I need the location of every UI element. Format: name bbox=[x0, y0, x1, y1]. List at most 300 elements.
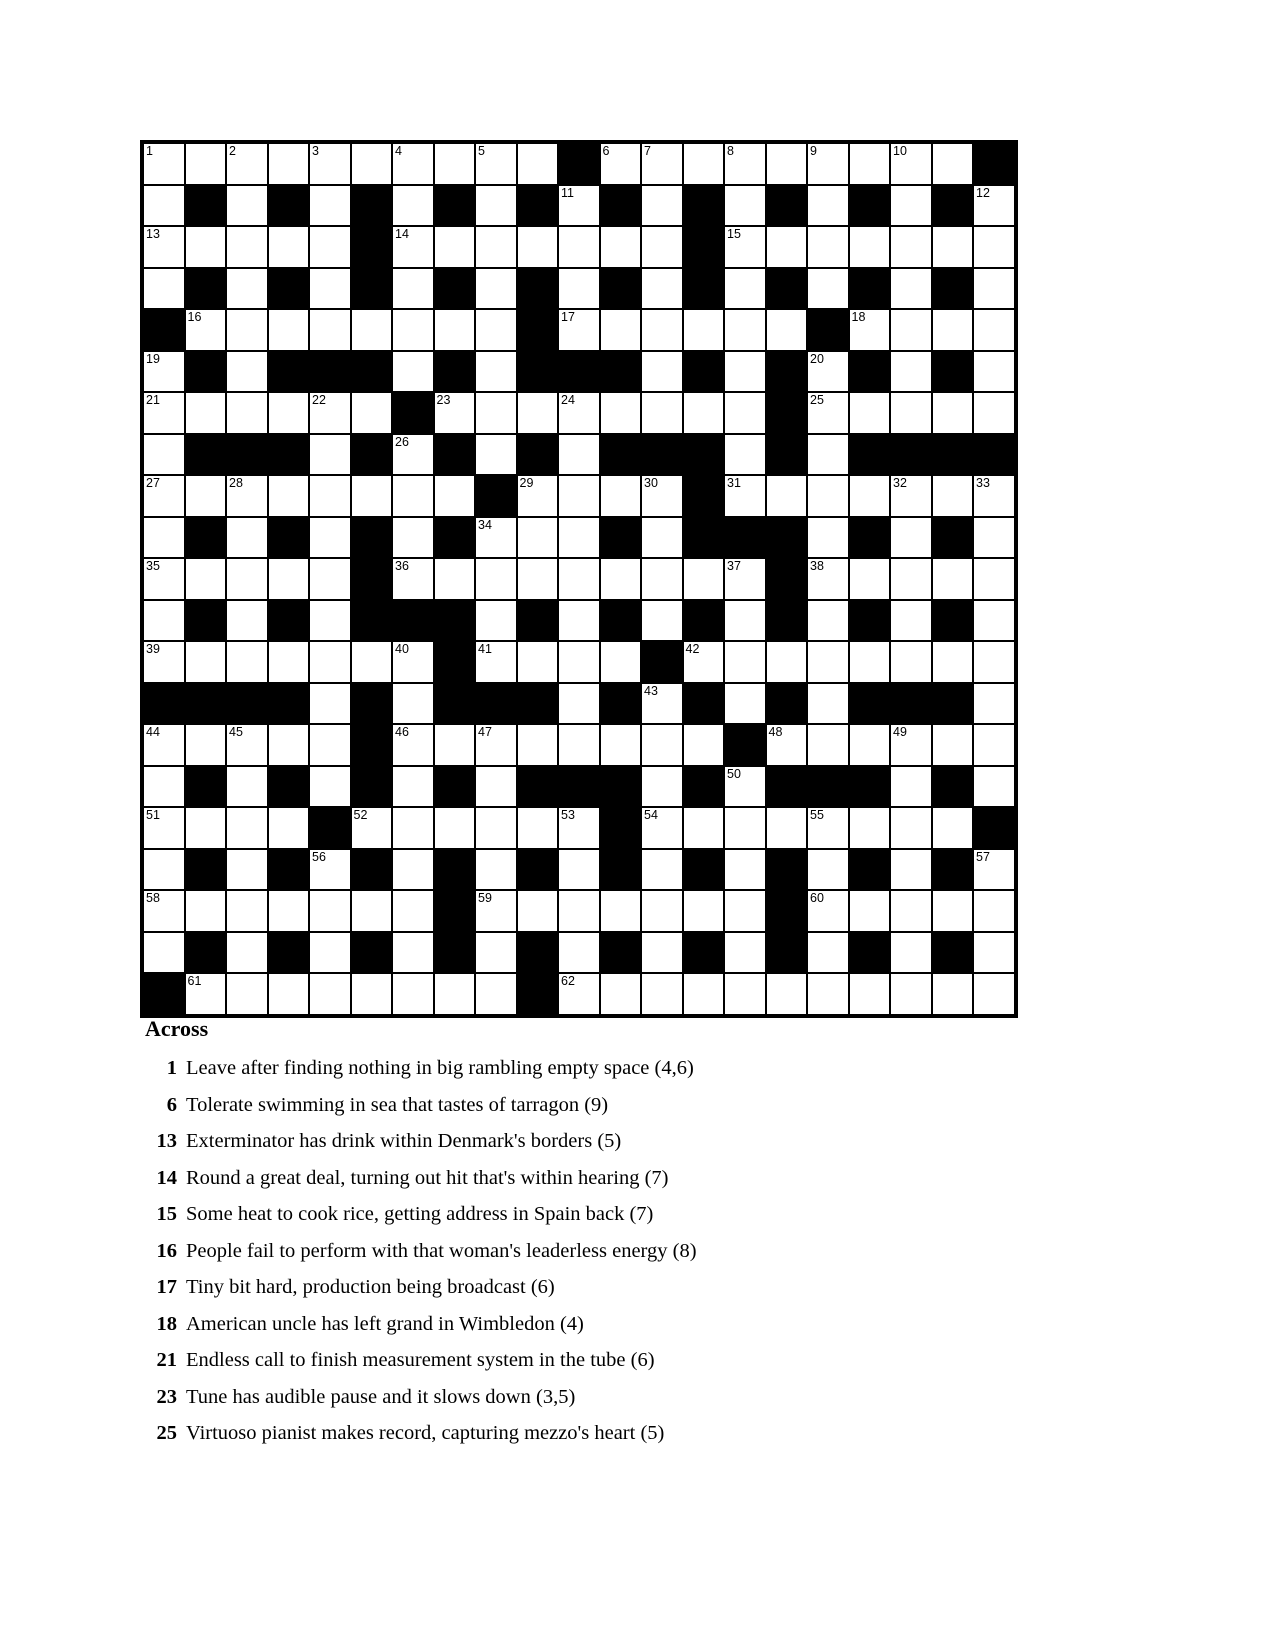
grid-cell[interactable] bbox=[518, 559, 558, 599]
grid-cell[interactable] bbox=[808, 684, 848, 724]
grid-cell[interactable] bbox=[642, 310, 682, 350]
grid-cell[interactable] bbox=[684, 559, 724, 599]
grid-cell[interactable] bbox=[559, 269, 599, 309]
grid-cell[interactable] bbox=[684, 891, 724, 931]
grid-cell[interactable] bbox=[310, 642, 350, 682]
grid-cell[interactable] bbox=[476, 850, 516, 890]
grid-cell[interactable] bbox=[974, 642, 1014, 682]
grid-cell[interactable] bbox=[933, 725, 973, 765]
grid-cell[interactable] bbox=[476, 186, 516, 226]
grid-cell[interactable] bbox=[393, 269, 433, 309]
grid-cell[interactable] bbox=[393, 725, 433, 765]
grid-cell[interactable] bbox=[684, 808, 724, 848]
grid-cell[interactable] bbox=[186, 808, 226, 848]
grid-cell[interactable] bbox=[476, 725, 516, 765]
grid-cell[interactable] bbox=[559, 559, 599, 599]
grid-cell[interactable] bbox=[933, 642, 973, 682]
grid-cell[interactable] bbox=[808, 974, 848, 1014]
grid-cell[interactable] bbox=[227, 186, 267, 226]
grid-cell[interactable] bbox=[684, 144, 724, 184]
grid-cell[interactable] bbox=[767, 310, 807, 350]
grid-cell[interactable] bbox=[974, 850, 1014, 890]
grid-cell[interactable] bbox=[393, 435, 433, 475]
grid-cell[interactable] bbox=[310, 227, 350, 267]
grid-cell[interactable] bbox=[269, 393, 309, 433]
grid-cell[interactable] bbox=[476, 808, 516, 848]
grid-cell[interactable] bbox=[186, 725, 226, 765]
grid-cell[interactable] bbox=[974, 684, 1014, 724]
grid-cell[interactable] bbox=[642, 601, 682, 641]
grid-cell[interactable] bbox=[642, 808, 682, 848]
grid-cell[interactable] bbox=[808, 850, 848, 890]
grid-cell[interactable] bbox=[850, 891, 890, 931]
grid-cell[interactable] bbox=[642, 476, 682, 516]
grid-cell[interactable] bbox=[393, 974, 433, 1014]
grid-cell[interactable] bbox=[725, 891, 765, 931]
grid-cell[interactable] bbox=[435, 725, 475, 765]
grid-cell[interactable] bbox=[144, 435, 184, 475]
grid-cell[interactable] bbox=[144, 352, 184, 392]
grid-cell[interactable] bbox=[144, 227, 184, 267]
grid-cell[interactable] bbox=[559, 933, 599, 973]
grid-cell[interactable] bbox=[559, 435, 599, 475]
grid-cell[interactable] bbox=[559, 393, 599, 433]
grid-cell[interactable] bbox=[476, 642, 516, 682]
grid-cell[interactable] bbox=[393, 310, 433, 350]
grid-cell[interactable] bbox=[310, 186, 350, 226]
grid-cell[interactable] bbox=[891, 310, 931, 350]
grid-cell[interactable] bbox=[808, 144, 848, 184]
grid-cell[interactable] bbox=[393, 186, 433, 226]
grid-cell[interactable] bbox=[642, 933, 682, 973]
grid-cell[interactable] bbox=[767, 974, 807, 1014]
grid-cell[interactable] bbox=[144, 393, 184, 433]
grid-cell[interactable] bbox=[435, 808, 475, 848]
grid-cell[interactable] bbox=[684, 310, 724, 350]
grid-cell[interactable] bbox=[393, 850, 433, 890]
grid-cell[interactable] bbox=[310, 393, 350, 433]
grid-cell[interactable] bbox=[476, 933, 516, 973]
grid-cell[interactable] bbox=[352, 808, 392, 848]
grid-cell[interactable] bbox=[227, 642, 267, 682]
grid-cell[interactable] bbox=[393, 684, 433, 724]
grid-cell[interactable] bbox=[808, 518, 848, 558]
grid-cell[interactable] bbox=[601, 559, 641, 599]
grid-cell[interactable] bbox=[642, 725, 682, 765]
grid-cell[interactable] bbox=[808, 393, 848, 433]
grid-cell[interactable] bbox=[559, 891, 599, 931]
grid-cell[interactable] bbox=[310, 684, 350, 724]
grid-cell[interactable] bbox=[393, 352, 433, 392]
grid-cell[interactable] bbox=[310, 891, 350, 931]
grid-cell[interactable] bbox=[352, 144, 392, 184]
grid-cell[interactable] bbox=[518, 518, 558, 558]
grid-cell[interactable] bbox=[850, 974, 890, 1014]
grid-cell[interactable] bbox=[601, 476, 641, 516]
grid-cell[interactable] bbox=[725, 974, 765, 1014]
grid-cell[interactable] bbox=[974, 476, 1014, 516]
grid-cell[interactable] bbox=[186, 642, 226, 682]
grid-cell[interactable] bbox=[144, 808, 184, 848]
grid-cell[interactable] bbox=[186, 144, 226, 184]
grid-cell[interactable] bbox=[476, 352, 516, 392]
grid-cell[interactable] bbox=[393, 518, 433, 558]
grid-cell[interactable] bbox=[559, 601, 599, 641]
grid-cell[interactable] bbox=[310, 476, 350, 516]
grid-cell[interactable] bbox=[310, 435, 350, 475]
grid-cell[interactable] bbox=[144, 767, 184, 807]
grid-cell[interactable] bbox=[352, 891, 392, 931]
grid-cell[interactable] bbox=[891, 725, 931, 765]
grid-cell[interactable] bbox=[891, 559, 931, 599]
grid-cell[interactable] bbox=[601, 642, 641, 682]
grid-cell[interactable] bbox=[518, 476, 558, 516]
grid-cell[interactable] bbox=[559, 684, 599, 724]
grid-cell[interactable] bbox=[310, 725, 350, 765]
grid-cell[interactable] bbox=[227, 767, 267, 807]
grid-cell[interactable] bbox=[144, 725, 184, 765]
grid-cell[interactable] bbox=[808, 476, 848, 516]
grid-cell[interactable] bbox=[891, 227, 931, 267]
grid-cell[interactable] bbox=[891, 767, 931, 807]
grid-cell[interactable] bbox=[850, 393, 890, 433]
grid-cell[interactable] bbox=[227, 476, 267, 516]
grid-cell[interactable] bbox=[891, 144, 931, 184]
grid-cell[interactable] bbox=[435, 393, 475, 433]
grid-cell[interactable] bbox=[725, 144, 765, 184]
grid-cell[interactable] bbox=[518, 891, 558, 931]
grid-cell[interactable] bbox=[435, 476, 475, 516]
grid-cell[interactable] bbox=[850, 227, 890, 267]
grid-cell[interactable] bbox=[352, 642, 392, 682]
grid-cell[interactable] bbox=[476, 974, 516, 1014]
grid-cell[interactable] bbox=[393, 933, 433, 973]
grid-cell[interactable] bbox=[352, 974, 392, 1014]
grid-cell[interactable] bbox=[186, 974, 226, 1014]
grid-cell[interactable] bbox=[974, 227, 1014, 267]
grid-cell[interactable] bbox=[808, 933, 848, 973]
grid-cell[interactable] bbox=[186, 891, 226, 931]
grid-cell[interactable] bbox=[393, 227, 433, 267]
grid-cell[interactable] bbox=[974, 352, 1014, 392]
grid-cell[interactable] bbox=[725, 808, 765, 848]
grid-cell[interactable] bbox=[310, 933, 350, 973]
grid-cell[interactable] bbox=[725, 186, 765, 226]
grid-cell[interactable] bbox=[227, 933, 267, 973]
grid-cell[interactable] bbox=[144, 518, 184, 558]
grid-cell[interactable] bbox=[435, 974, 475, 1014]
grid-cell[interactable] bbox=[725, 476, 765, 516]
grid-cell[interactable] bbox=[559, 974, 599, 1014]
grid-cell[interactable] bbox=[227, 974, 267, 1014]
grid-cell[interactable] bbox=[725, 227, 765, 267]
grid-cell[interactable] bbox=[227, 518, 267, 558]
grid-cell[interactable] bbox=[974, 518, 1014, 558]
grid-cell[interactable] bbox=[684, 974, 724, 1014]
grid-cell[interactable] bbox=[808, 352, 848, 392]
grid-cell[interactable] bbox=[642, 518, 682, 558]
grid-cell[interactable] bbox=[144, 476, 184, 516]
grid-cell[interactable] bbox=[684, 725, 724, 765]
grid-cell[interactable] bbox=[933, 559, 973, 599]
grid-cell[interactable] bbox=[476, 435, 516, 475]
grid-cell[interactable] bbox=[269, 642, 309, 682]
grid-cell[interactable] bbox=[393, 476, 433, 516]
grid-cell[interactable] bbox=[186, 476, 226, 516]
grid-cell[interactable] bbox=[642, 352, 682, 392]
grid-cell[interactable] bbox=[310, 974, 350, 1014]
grid-cell[interactable] bbox=[933, 310, 973, 350]
grid-cell[interactable] bbox=[227, 808, 267, 848]
grid-cell[interactable] bbox=[767, 642, 807, 682]
grid-cell[interactable] bbox=[144, 642, 184, 682]
grid-cell[interactable] bbox=[310, 144, 350, 184]
grid-cell[interactable] bbox=[850, 808, 890, 848]
grid-cell[interactable] bbox=[642, 684, 682, 724]
grid-cell[interactable] bbox=[933, 891, 973, 931]
grid-cell[interactable] bbox=[227, 891, 267, 931]
grid-cell[interactable] bbox=[974, 269, 1014, 309]
grid-cell[interactable] bbox=[269, 476, 309, 516]
grid-cell[interactable] bbox=[891, 642, 931, 682]
grid-cell[interactable] bbox=[601, 144, 641, 184]
grid-cell[interactable] bbox=[642, 767, 682, 807]
grid-cell[interactable] bbox=[227, 144, 267, 184]
grid-cell[interactable] bbox=[144, 891, 184, 931]
grid-cell[interactable] bbox=[891, 393, 931, 433]
grid-cell[interactable] bbox=[476, 144, 516, 184]
grid-cell[interactable] bbox=[891, 933, 931, 973]
grid-cell[interactable] bbox=[144, 144, 184, 184]
grid-cell[interactable] bbox=[891, 352, 931, 392]
grid-cell[interactable] bbox=[227, 227, 267, 267]
grid-cell[interactable] bbox=[642, 850, 682, 890]
grid-cell[interactable] bbox=[601, 393, 641, 433]
grid-cell[interactable] bbox=[933, 227, 973, 267]
grid-cell[interactable] bbox=[974, 725, 1014, 765]
grid-cell[interactable] bbox=[227, 352, 267, 392]
grid-cell[interactable] bbox=[435, 227, 475, 267]
grid-cell[interactable] bbox=[144, 269, 184, 309]
grid-cell[interactable] bbox=[808, 186, 848, 226]
grid-cell[interactable] bbox=[186, 310, 226, 350]
grid-cell[interactable] bbox=[767, 227, 807, 267]
grid-cell[interactable] bbox=[725, 642, 765, 682]
grid-cell[interactable] bbox=[144, 559, 184, 599]
grid-cell[interactable] bbox=[850, 310, 890, 350]
grid-cell[interactable] bbox=[269, 310, 309, 350]
grid-cell[interactable] bbox=[559, 642, 599, 682]
grid-cell[interactable] bbox=[601, 310, 641, 350]
grid-cell[interactable] bbox=[767, 476, 807, 516]
grid-cell[interactable] bbox=[767, 725, 807, 765]
grid-cell[interactable] bbox=[933, 393, 973, 433]
grid-cell[interactable] bbox=[725, 435, 765, 475]
grid-cell[interactable] bbox=[310, 310, 350, 350]
grid-cell[interactable] bbox=[933, 144, 973, 184]
grid-cell[interactable] bbox=[352, 476, 392, 516]
grid-cell[interactable] bbox=[974, 393, 1014, 433]
grid-cell[interactable] bbox=[518, 808, 558, 848]
grid-cell[interactable] bbox=[559, 808, 599, 848]
grid-cell[interactable] bbox=[518, 725, 558, 765]
grid-cell[interactable] bbox=[186, 227, 226, 267]
grid-cell[interactable] bbox=[891, 186, 931, 226]
grid-cell[interactable] bbox=[559, 310, 599, 350]
grid-cell[interactable] bbox=[725, 933, 765, 973]
grid-cell[interactable] bbox=[808, 269, 848, 309]
grid-cell[interactable] bbox=[725, 601, 765, 641]
grid-cell[interactable] bbox=[393, 642, 433, 682]
grid-cell[interactable] bbox=[891, 601, 931, 641]
grid-cell[interactable] bbox=[476, 269, 516, 309]
grid-cell[interactable] bbox=[559, 227, 599, 267]
grid-cell[interactable] bbox=[891, 518, 931, 558]
grid-cell[interactable] bbox=[186, 559, 226, 599]
grid-cell[interactable] bbox=[476, 393, 516, 433]
grid-cell[interactable] bbox=[518, 642, 558, 682]
grid-cell[interactable] bbox=[767, 144, 807, 184]
grid-cell[interactable] bbox=[393, 767, 433, 807]
grid-cell[interactable] bbox=[725, 767, 765, 807]
grid-cell[interactable] bbox=[642, 559, 682, 599]
grid-cell[interactable] bbox=[601, 725, 641, 765]
grid-cell[interactable] bbox=[144, 601, 184, 641]
grid-cell[interactable] bbox=[642, 393, 682, 433]
grid-cell[interactable] bbox=[891, 850, 931, 890]
grid-cell[interactable] bbox=[435, 559, 475, 599]
grid-cell[interactable] bbox=[518, 227, 558, 267]
grid-cell[interactable] bbox=[227, 310, 267, 350]
grid-cell[interactable] bbox=[476, 601, 516, 641]
grid-cell[interactable] bbox=[144, 850, 184, 890]
grid-cell[interactable] bbox=[559, 725, 599, 765]
grid-cell[interactable] bbox=[269, 227, 309, 267]
grid-cell[interactable] bbox=[850, 725, 890, 765]
grid-cell[interactable] bbox=[767, 808, 807, 848]
grid-cell[interactable] bbox=[518, 393, 558, 433]
grid-cell[interactable] bbox=[642, 269, 682, 309]
grid-cell[interactable] bbox=[269, 891, 309, 931]
grid-cell[interactable] bbox=[933, 974, 973, 1014]
grid-cell[interactable] bbox=[808, 559, 848, 599]
grid-cell[interactable] bbox=[891, 974, 931, 1014]
grid-cell[interactable] bbox=[684, 393, 724, 433]
grid-cell[interactable] bbox=[476, 891, 516, 931]
grid-cell[interactable] bbox=[518, 144, 558, 184]
grid-cell[interactable] bbox=[974, 559, 1014, 599]
grid-cell[interactable] bbox=[642, 186, 682, 226]
grid-cell[interactable] bbox=[227, 393, 267, 433]
grid-cell[interactable] bbox=[144, 186, 184, 226]
grid-cell[interactable] bbox=[642, 891, 682, 931]
grid-cell[interactable] bbox=[808, 227, 848, 267]
grid-cell[interactable] bbox=[850, 476, 890, 516]
grid-cell[interactable] bbox=[601, 891, 641, 931]
grid-cell[interactable] bbox=[642, 974, 682, 1014]
grid-cell[interactable] bbox=[725, 559, 765, 599]
grid-cell[interactable] bbox=[601, 227, 641, 267]
grid-cell[interactable] bbox=[393, 808, 433, 848]
grid-cell[interactable] bbox=[310, 850, 350, 890]
grid-cell[interactable] bbox=[974, 601, 1014, 641]
grid-cell[interactable] bbox=[310, 767, 350, 807]
grid-cell[interactable] bbox=[974, 767, 1014, 807]
grid-cell[interactable] bbox=[476, 518, 516, 558]
grid-cell[interactable] bbox=[227, 850, 267, 890]
grid-cell[interactable] bbox=[559, 850, 599, 890]
grid-cell[interactable] bbox=[269, 725, 309, 765]
grid-cell[interactable] bbox=[559, 186, 599, 226]
grid-cell[interactable] bbox=[933, 808, 973, 848]
grid-cell[interactable] bbox=[974, 974, 1014, 1014]
grid-cell[interactable] bbox=[684, 642, 724, 682]
grid-cell[interactable] bbox=[850, 559, 890, 599]
grid-cell[interactable] bbox=[642, 227, 682, 267]
grid-cell[interactable] bbox=[559, 518, 599, 558]
grid-cell[interactable] bbox=[186, 393, 226, 433]
grid-cell[interactable] bbox=[850, 144, 890, 184]
grid-cell[interactable] bbox=[725, 310, 765, 350]
grid-cell[interactable] bbox=[269, 974, 309, 1014]
grid-cell[interactable] bbox=[725, 269, 765, 309]
grid-cell[interactable] bbox=[227, 601, 267, 641]
grid-cell[interactable] bbox=[891, 891, 931, 931]
grid-cell[interactable] bbox=[435, 144, 475, 184]
grid-cell[interactable] bbox=[808, 891, 848, 931]
grid-cell[interactable] bbox=[269, 808, 309, 848]
grid-cell[interactable] bbox=[144, 933, 184, 973]
grid-cell[interactable] bbox=[227, 725, 267, 765]
grid-cell[interactable] bbox=[476, 767, 516, 807]
grid-cell[interactable] bbox=[725, 684, 765, 724]
grid-cell[interactable] bbox=[725, 352, 765, 392]
grid-cell[interactable] bbox=[393, 144, 433, 184]
grid-cell[interactable] bbox=[974, 186, 1014, 226]
grid-cell[interactable] bbox=[891, 269, 931, 309]
grid-cell[interactable] bbox=[559, 476, 599, 516]
grid-cell[interactable] bbox=[891, 476, 931, 516]
grid-cell[interactable] bbox=[850, 642, 890, 682]
grid-cell[interactable] bbox=[974, 933, 1014, 973]
grid-cell[interactable] bbox=[808, 601, 848, 641]
grid-cell[interactable] bbox=[310, 269, 350, 309]
grid-cell[interactable] bbox=[601, 974, 641, 1014]
grid-cell[interactable] bbox=[269, 559, 309, 599]
grid-cell[interactable] bbox=[435, 310, 475, 350]
grid-cell[interactable] bbox=[310, 601, 350, 641]
grid-cell[interactable] bbox=[808, 435, 848, 475]
grid-cell[interactable] bbox=[891, 808, 931, 848]
grid-cell[interactable] bbox=[974, 891, 1014, 931]
grid-cell[interactable] bbox=[476, 227, 516, 267]
grid-cell[interactable] bbox=[808, 808, 848, 848]
grid-cell[interactable] bbox=[476, 559, 516, 599]
grid-cell[interactable] bbox=[808, 642, 848, 682]
grid-cell[interactable] bbox=[476, 310, 516, 350]
grid-cell[interactable] bbox=[269, 144, 309, 184]
grid-cell[interactable] bbox=[725, 393, 765, 433]
grid-cell[interactable] bbox=[310, 559, 350, 599]
grid-cell[interactable] bbox=[227, 269, 267, 309]
grid-cell[interactable] bbox=[725, 850, 765, 890]
grid-cell[interactable] bbox=[393, 891, 433, 931]
grid-cell[interactable] bbox=[352, 310, 392, 350]
grid-cell[interactable] bbox=[310, 518, 350, 558]
grid-cell[interactable] bbox=[642, 144, 682, 184]
grid-cell[interactable] bbox=[352, 393, 392, 433]
grid-cell[interactable] bbox=[393, 559, 433, 599]
